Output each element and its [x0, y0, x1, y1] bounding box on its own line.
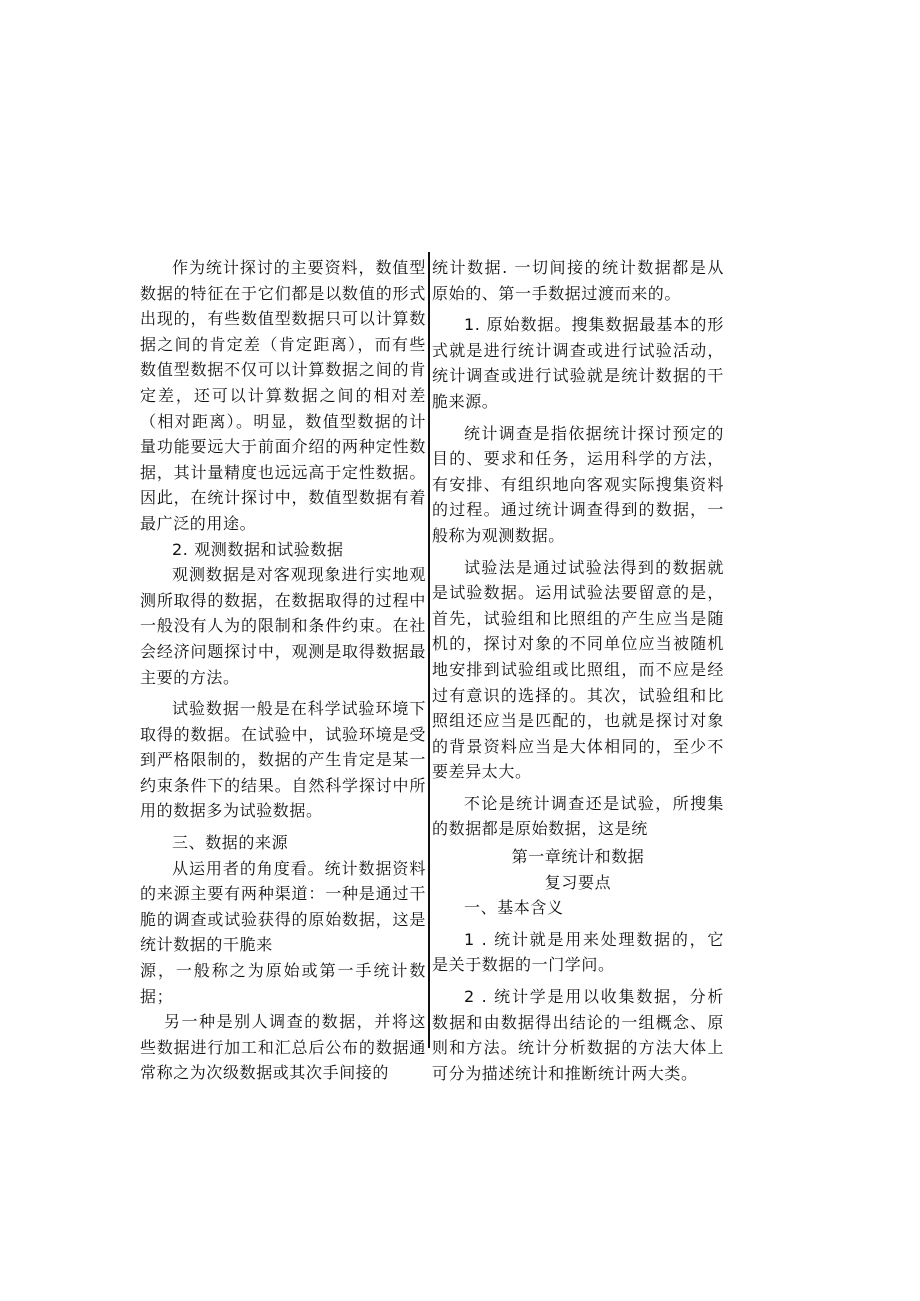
- chapter-title: 第一章统计和数据: [511, 847, 645, 867]
- list-item-2: 2 . 统计学是用以收集数据，分析数据和由数据得出结论的一组概念、原则和方法。统计分析数据的方法大体上可分为描述统计和推断统计两大类。: [432, 987, 724, 1083]
- paragraph-statistical-survey: 统计调查是指依据统计探讨预定的目的、要求和任务，运用科学的方法，有安排、有组织地向客观实际搜集资料的过程。通过统计调查得到的数据，一般称为观测数据。: [432, 423, 724, 545]
- paragraph-experimental-data: 试验数据一般是在科学试验环境下取得的数据。在试验中，试验环境是受到严格限制的，数据的产生肯定是某一约束条件下的结果。自然科学探讨中所用的数据多为试验数据。: [140, 699, 426, 821]
- column-divider: [428, 252, 430, 1048]
- section-basic-meaning: 一、基本含义: [464, 898, 564, 918]
- paragraph-continuation: 统计数据. 一切间接的统计数据都是从原始的、第一手数据过渡而来的。: [432, 258, 724, 303]
- paragraph-numeric-data: 作为统计探讨的主要资料，数值型数据的特征在于它们都是以数值的形式出现的，有些数值型数据只可以计算数据之间的肯定差（肯定距离），而有些数值型数据不仅可以计算数据之间的肯定差，还可以计算数据之间的相对差（相对距离）。明显，数值型数据的计量功能要远大于前面介绍的两种定性数据，其计量精度也远远高于定性数据。因此，在统计探讨中，数值型数据有着最广泛的用途。: [140, 258, 426, 533]
- paragraph-secondary-data: 另一种是别人调查的数据，并将这些数据进行加工和汇总后公布的数据通常称之为次级数据或其次手间接的: [140, 1012, 426, 1083]
- left-column: [140, 255, 426, 1086]
- heading-observational-experimental: 2. 观测数据和试验数据: [172, 539, 344, 559]
- paragraph-primary-data-note: 源，一般称之为原始或第一手统计数据；: [140, 961, 426, 1006]
- right-column: [432, 255, 724, 1086]
- paragraph-raw-data: 1. 原始数据。搜集数据最基本的形式就是进行统计调查或进行试验活动，统计调查或进行试验就是统计数据的干脆来源。: [432, 315, 724, 411]
- paragraph-data-sources: 从运用者的角度看。统计数据资料的来源主要有两种渠道：一种是通过干脆的调查或试验获得的原始数据，这是统计数据的干脆来: [140, 858, 426, 955]
- chapter-subtitle: 复习要点: [544, 872, 612, 892]
- paragraph-experiment-method: 试验法是通过试验法得到的数据就是试验数据。运用试验法要留意的是，首先，试验组和比照组的产生应当是随机的，探讨对象的不同单位应当被随机地安排到试验组或比照组，而不应是经过有意识的选择的。其次，试验组和比照组还应当是匹配的，也就是探讨对象的背景资料应当是大体相同的，至少不要差异太大。: [432, 557, 724, 782]
- paragraph-observational-data: 观测数据是对客观现象进行实地观测所取得的数据，在数据取得的过程中一般没有人为的限制和条件约束。在社会经济问题探讨中，观测是取得数据最主要的方法。: [140, 565, 426, 687]
- paragraph-summary: 不论是统计调查还是试验，所搜集的数据都是原始数据，这是统: [432, 793, 724, 839]
- heading-data-sources: 三、数据的来源: [172, 833, 289, 853]
- list-item-1: 1 . 统计就是用来处理数据的，它是关于数据的一门学问。: [432, 929, 724, 975]
